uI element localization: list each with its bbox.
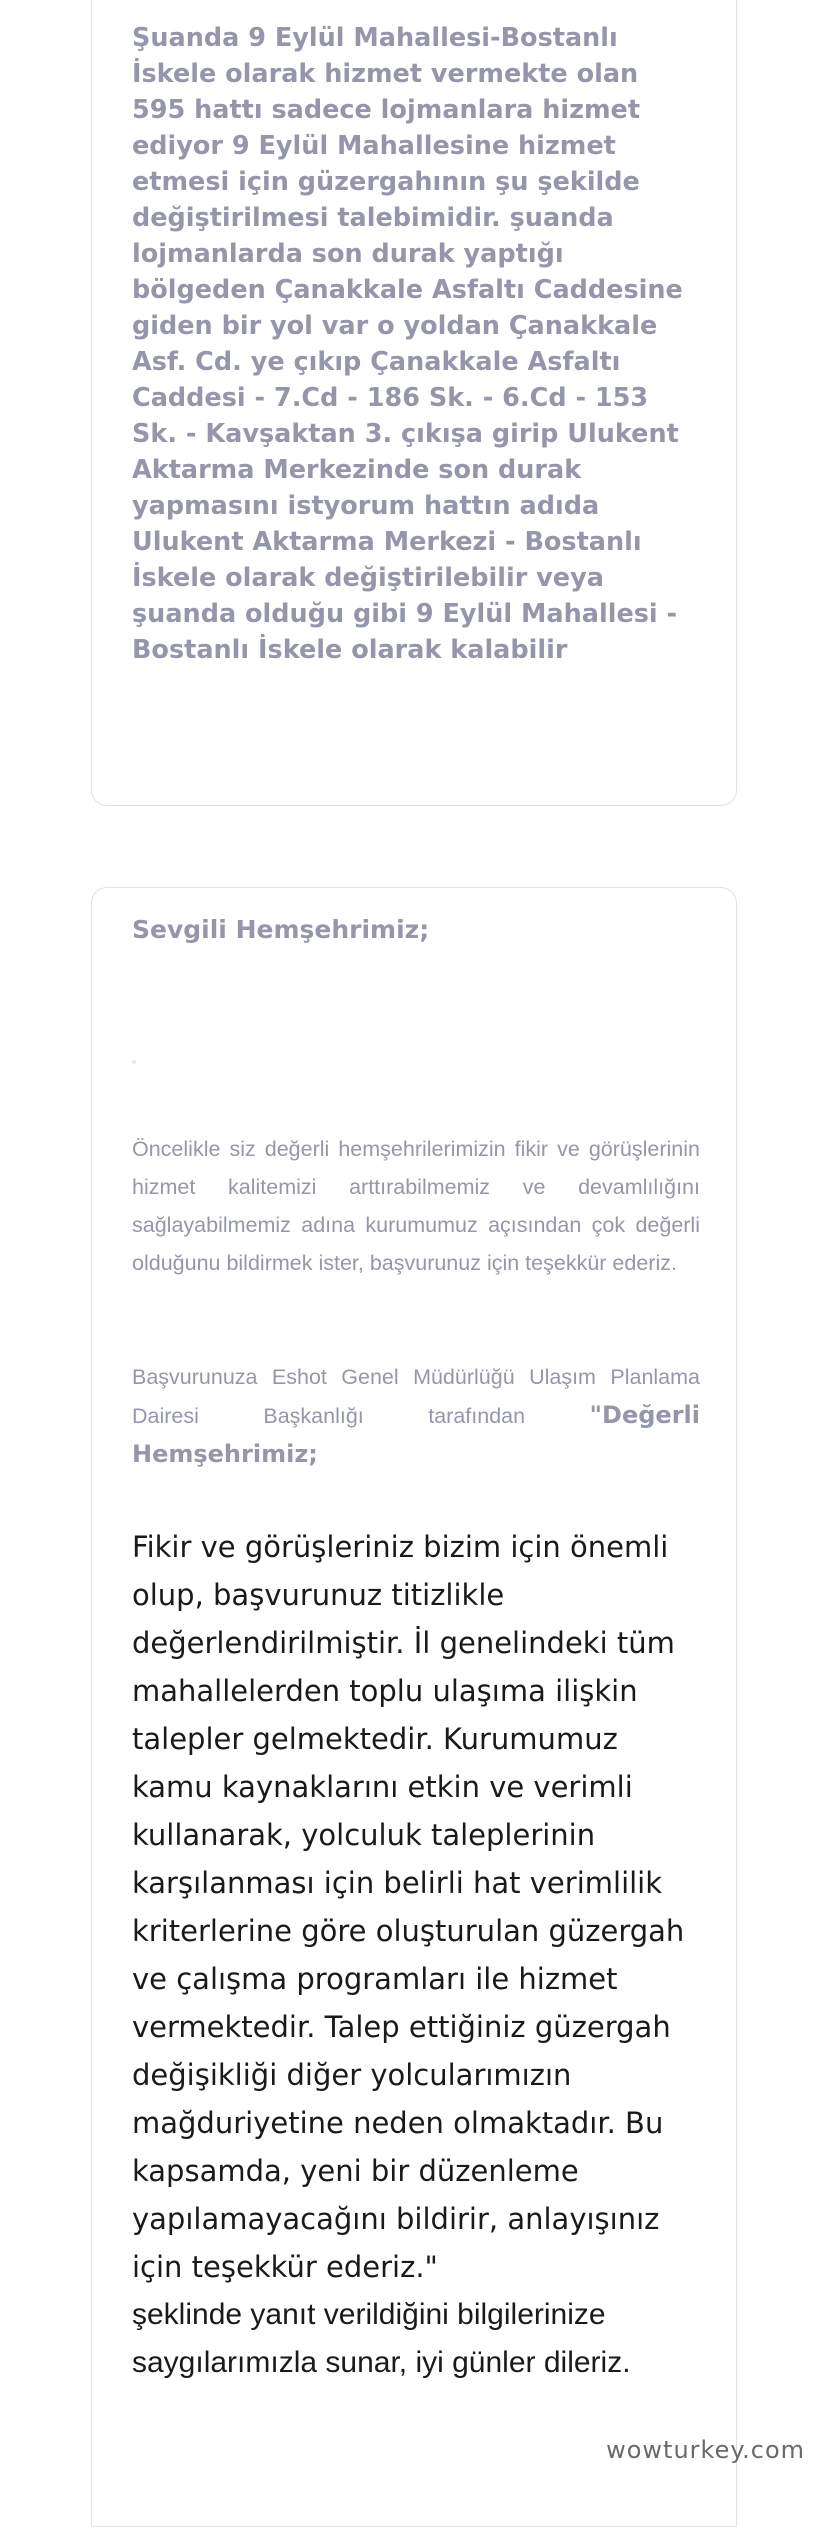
response-closing: şeklinde yanıt verildiğini bilgilerinize saygılarımızla sunar, iyi günler dileriz. <box>132 2298 631 2379</box>
response-card <box>91 887 737 2527</box>
watermark: wowturkey.com <box>606 2436 805 2464</box>
response-paragraph-1: Öncelikle siz değerli hemşehrilerimizin fikir ve görüşlerinin hizmet kalitemizi arttırabilmemiz ve devamlılığını sağlayabilmemiz adına kurumumuz açısından çok değerli olduğunu bildirmek ister, başvurunuz için teşekkür ederiz. <box>132 1137 700 1275</box>
response-paragraph-2 <box>132 1358 700 1474</box>
divider-dot <box>132 1060 136 1064</box>
response-decision-text: Fikir ve görüşleriniz bizim için önemli olup, başvurunuz titizlikle değerlendirilmiştir. İl genelindeki tüm mahallelerden toplu ulaşıma ilişkin talepler gelmektedir. Kurumumuz kamu kaynaklarını etkin ve verimli kullanarak, yolculuk taleplerinin karşılanması için belirli hat verimlilik kriterlerine göre oluşturulan güzergah ve çalışma programları ile hizmet vermektedir. Talep ettiğiniz güzergah değişikliği diğer yolcularımızın mağduriyetine neden olmaktadır. Bu kapsamda, yeni bir düzenleme yapılamayacağını bildirir, anlayışınız için teşekkür ederiz." <box>132 1530 685 2284</box>
response-paragraph-2-text: Başvurunuza Eshot Genel Müdürlüğü Ulaşım Planlama Dairesi Başkanlığı tarafından <box>132 1365 700 1428</box>
request-card <box>91 0 737 806</box>
response-paragraph-2-emphasis: "Değerli Hemşehrimiz; <box>132 1401 700 1468</box>
response-greeting: Sevgili Hemşehrimiz; <box>132 915 430 944</box>
request-text: Şuanda 9 Eylül Mahallesi-Bostanlı İskele olarak hizmet vermekte olan 595 hattı sadece lojmanlara hizmet ediyor 9 Eylül Mahallesine hizmet etmesi için güzergahının şu şekilde değiştirilmesi talebimidir. şuanda lojmanlarda son durak yaptığı bölgeden Çanakkale Asfaltı Caddesine giden bir yol var o yoldan Çanakkale Asf. Cd. ye çıkıp Çanakkale Asfaltı Caddesi - 7.Cd - 186 Sk. - 6.Cd - 153 Sk. - Kavşaktan 3. çıkışa girip Ulukent Aktarma Merkezinde son durak yapmasını istyorum hattın adıda Ulukent Aktarma Merkezi - Bostanlı İskele olarak değiştirilebilir veya şuanda olduğu gibi 9 Eylül Mahallesi - Bostanlı İskele olarak kalabilir <box>132 23 683 665</box>
